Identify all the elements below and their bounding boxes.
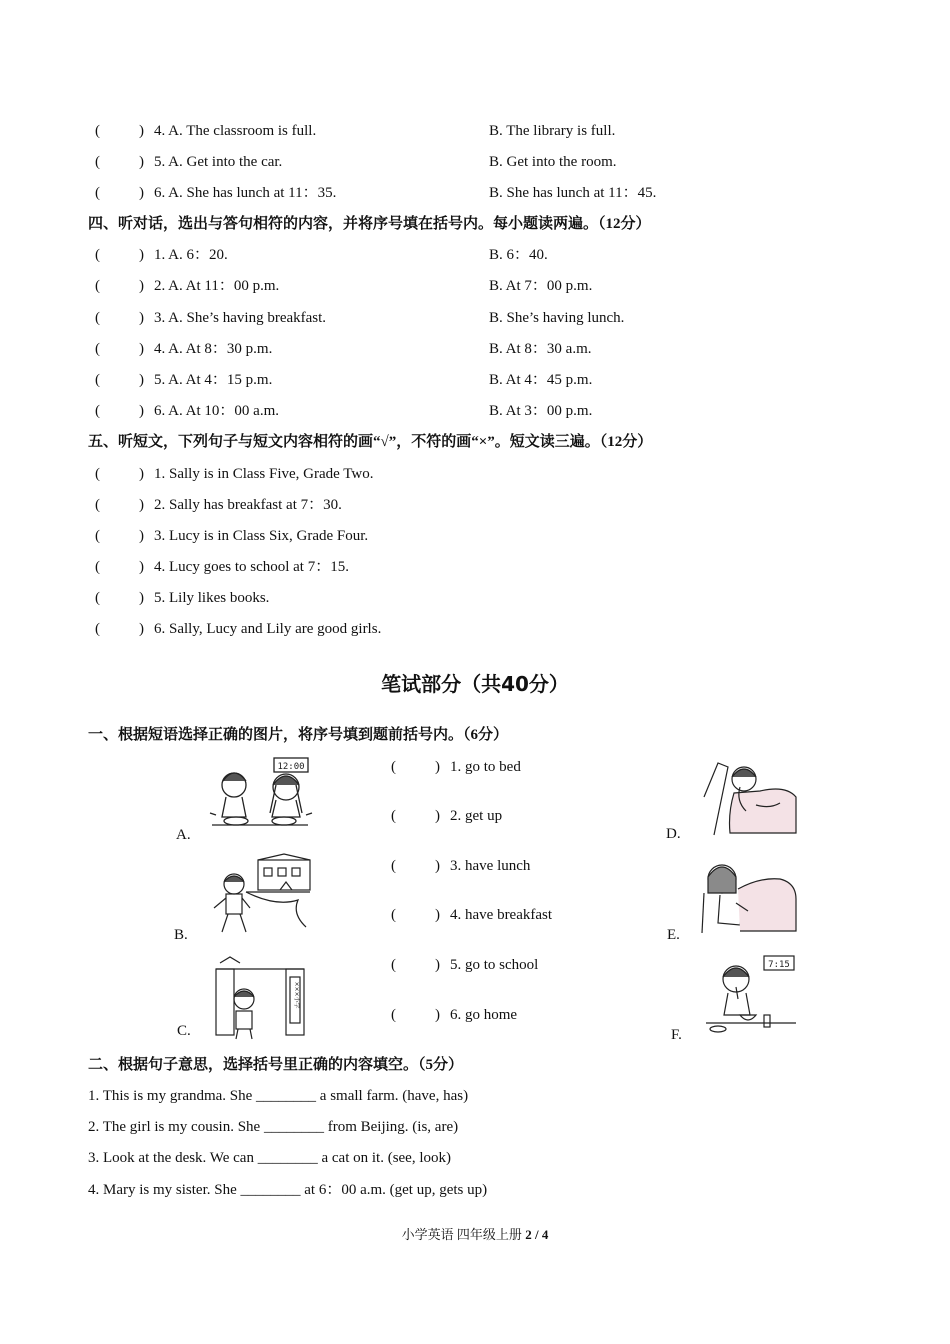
picture-have-breakfast	[704, 953, 798, 1041]
paren-open: (	[95, 497, 100, 513]
section-title: 五、听短文，下列句子与短文内容相符的画“√”，不符的画“×”。短文读三遍。（12分）	[88, 434, 653, 450]
paren-open: (	[95, 372, 100, 388]
option-a: 2. A. At 11：00 p.m.	[154, 278, 280, 294]
picture-have-lunch	[206, 755, 314, 841]
section-title: 四、听对话，选出与答句相符的内容，并将序号填在括号内。每小题读两遍。（12分）	[88, 216, 651, 232]
section-title: 一、根据短语选择正确的图片，将序号填到题前括号内。（6分）	[88, 727, 509, 743]
school-sign: ×××小学	[293, 981, 300, 1009]
paren-close: )	[139, 154, 144, 170]
option-b: B. At 3：00 p.m.	[489, 403, 593, 419]
paren-open: (	[391, 808, 396, 824]
picture-get-up	[700, 853, 798, 937]
phrase: 1. go to bed	[450, 759, 521, 775]
paren-close: )	[139, 590, 144, 606]
paren-close: )	[139, 559, 144, 575]
paren-open: (	[391, 1007, 396, 1023]
option-a: 4. A. At 8：30 p.m.	[154, 341, 273, 357]
option-b: B. At 7：00 p.m.	[489, 278, 593, 294]
paren-close: )	[139, 123, 144, 139]
statement: 6. Sally, Lucy and Lily are good girls.	[154, 621, 382, 637]
paren-open: (	[95, 185, 100, 201]
fill-blank-item: 4. Mary is my sister. She ________ at 6：00 a.m. (get up, gets up)	[88, 1182, 488, 1198]
paren-open: (	[95, 341, 100, 357]
option-b: B. 6：40.	[489, 247, 548, 263]
fill-blank-item: 1. This is my grandma. She ________ a small farm. (have, has)	[88, 1088, 469, 1104]
paren-close: )	[139, 403, 144, 419]
paren-close: )	[435, 1007, 440, 1023]
paren-close: )	[435, 808, 440, 824]
paren-open: (	[95, 278, 100, 294]
paren-open: (	[95, 154, 100, 170]
paren-close: )	[139, 528, 144, 544]
footer-text: 小学英语 四年级上册	[401, 1227, 526, 1242]
picture-label-d: D.	[666, 826, 681, 842]
paren-open: (	[95, 559, 100, 575]
page-footer	[0, 1224, 950, 1243]
page-number: 2	[525, 1227, 532, 1242]
statement: 2. Sally has breakfast at 7：30.	[154, 497, 342, 513]
page-total: 4	[541, 1227, 549, 1242]
phrase: 4. have breakfast	[450, 907, 553, 923]
paren-open: (	[391, 759, 396, 775]
option-a: 6. A. At 10：00 a.m.	[154, 403, 280, 419]
paren-close: )	[139, 466, 144, 482]
option-a: 3. A. She’s having breakfast.	[154, 310, 327, 326]
paren-open: (	[391, 858, 396, 874]
statement: 4. Lucy goes to school at 7：15.	[154, 559, 349, 575]
paren-close: )	[139, 497, 144, 513]
section-title: 二、根据句子意思，选择括号里正确的内容填空。（5分）	[88, 1057, 464, 1073]
option-b: B. The library is full.	[489, 123, 616, 139]
paren-open: (	[95, 466, 100, 482]
option-b: B. She has lunch at 11：45.	[489, 185, 657, 201]
option-b: B. At 8：30 a.m.	[489, 341, 592, 357]
option-a: 1. A. 6：20.	[154, 247, 228, 263]
phrase: 2. get up	[450, 808, 503, 824]
picture-go-home	[206, 852, 314, 940]
phrase: 3. have lunch	[450, 858, 531, 874]
page-separator: /	[531, 1227, 542, 1242]
paren-open: (	[95, 247, 100, 263]
picture-label-e: E.	[667, 927, 680, 943]
paren-open: (	[95, 621, 100, 637]
paren-close: )	[435, 858, 440, 874]
option-b: B. Get into the room.	[489, 154, 617, 170]
paren-close: )	[139, 310, 144, 326]
clock-display: 7:15	[768, 960, 790, 970]
phrase: 6. go home	[450, 1007, 518, 1023]
clock-display: 12:00	[277, 762, 305, 772]
picture-label-a: A.	[176, 827, 191, 843]
paren-close: )	[139, 372, 144, 388]
paren-open: (	[95, 310, 100, 326]
picture-label-f: F.	[671, 1027, 682, 1043]
phrase: 5. go to school	[450, 957, 539, 973]
paren-open: (	[391, 907, 396, 923]
paren-open: (	[95, 590, 100, 606]
paren-open: (	[95, 403, 100, 419]
option-a: 5. A. Get into the car.	[154, 154, 283, 170]
written-part-title: 笔试部分（共40分）	[381, 672, 569, 696]
paren-close: )	[139, 185, 144, 201]
option-a: 4. A. The classroom is full.	[154, 123, 317, 139]
option-a: 6. A. She has lunch at 11：35.	[154, 185, 337, 201]
paren-close: )	[435, 957, 440, 973]
statement: 3. Lucy is in Class Six, Grade Four.	[154, 528, 369, 544]
paren-open: (	[95, 123, 100, 139]
fill-blank-item: 3. Look at the desk. We can ________ a cat on it. (see, look)	[88, 1150, 452, 1166]
picture-go-to-bed	[700, 757, 798, 837]
statement: 1. Sally is in Class Five, Grade Two.	[154, 466, 374, 482]
paren-open: (	[95, 528, 100, 544]
picture-go-to-school	[210, 955, 310, 1043]
statement: 5. Lily likes books.	[154, 590, 270, 606]
picture-label-b: B.	[174, 927, 188, 943]
paren-open: (	[391, 957, 396, 973]
paren-close: )	[139, 621, 144, 637]
paren-close: )	[435, 907, 440, 923]
option-a: 5. A. At 4：15 p.m.	[154, 372, 273, 388]
option-b: B. She’s having lunch.	[489, 310, 625, 326]
paren-close: )	[435, 759, 440, 775]
fill-blank-item: 2. The girl is my cousin. She ________ from Beijing. (is, are)	[88, 1119, 459, 1135]
paren-close: )	[139, 341, 144, 357]
paren-close: )	[139, 278, 144, 294]
option-b: B. At 4：45 p.m.	[489, 372, 593, 388]
paren-close: )	[139, 247, 144, 263]
picture-label-c: C.	[177, 1023, 191, 1039]
